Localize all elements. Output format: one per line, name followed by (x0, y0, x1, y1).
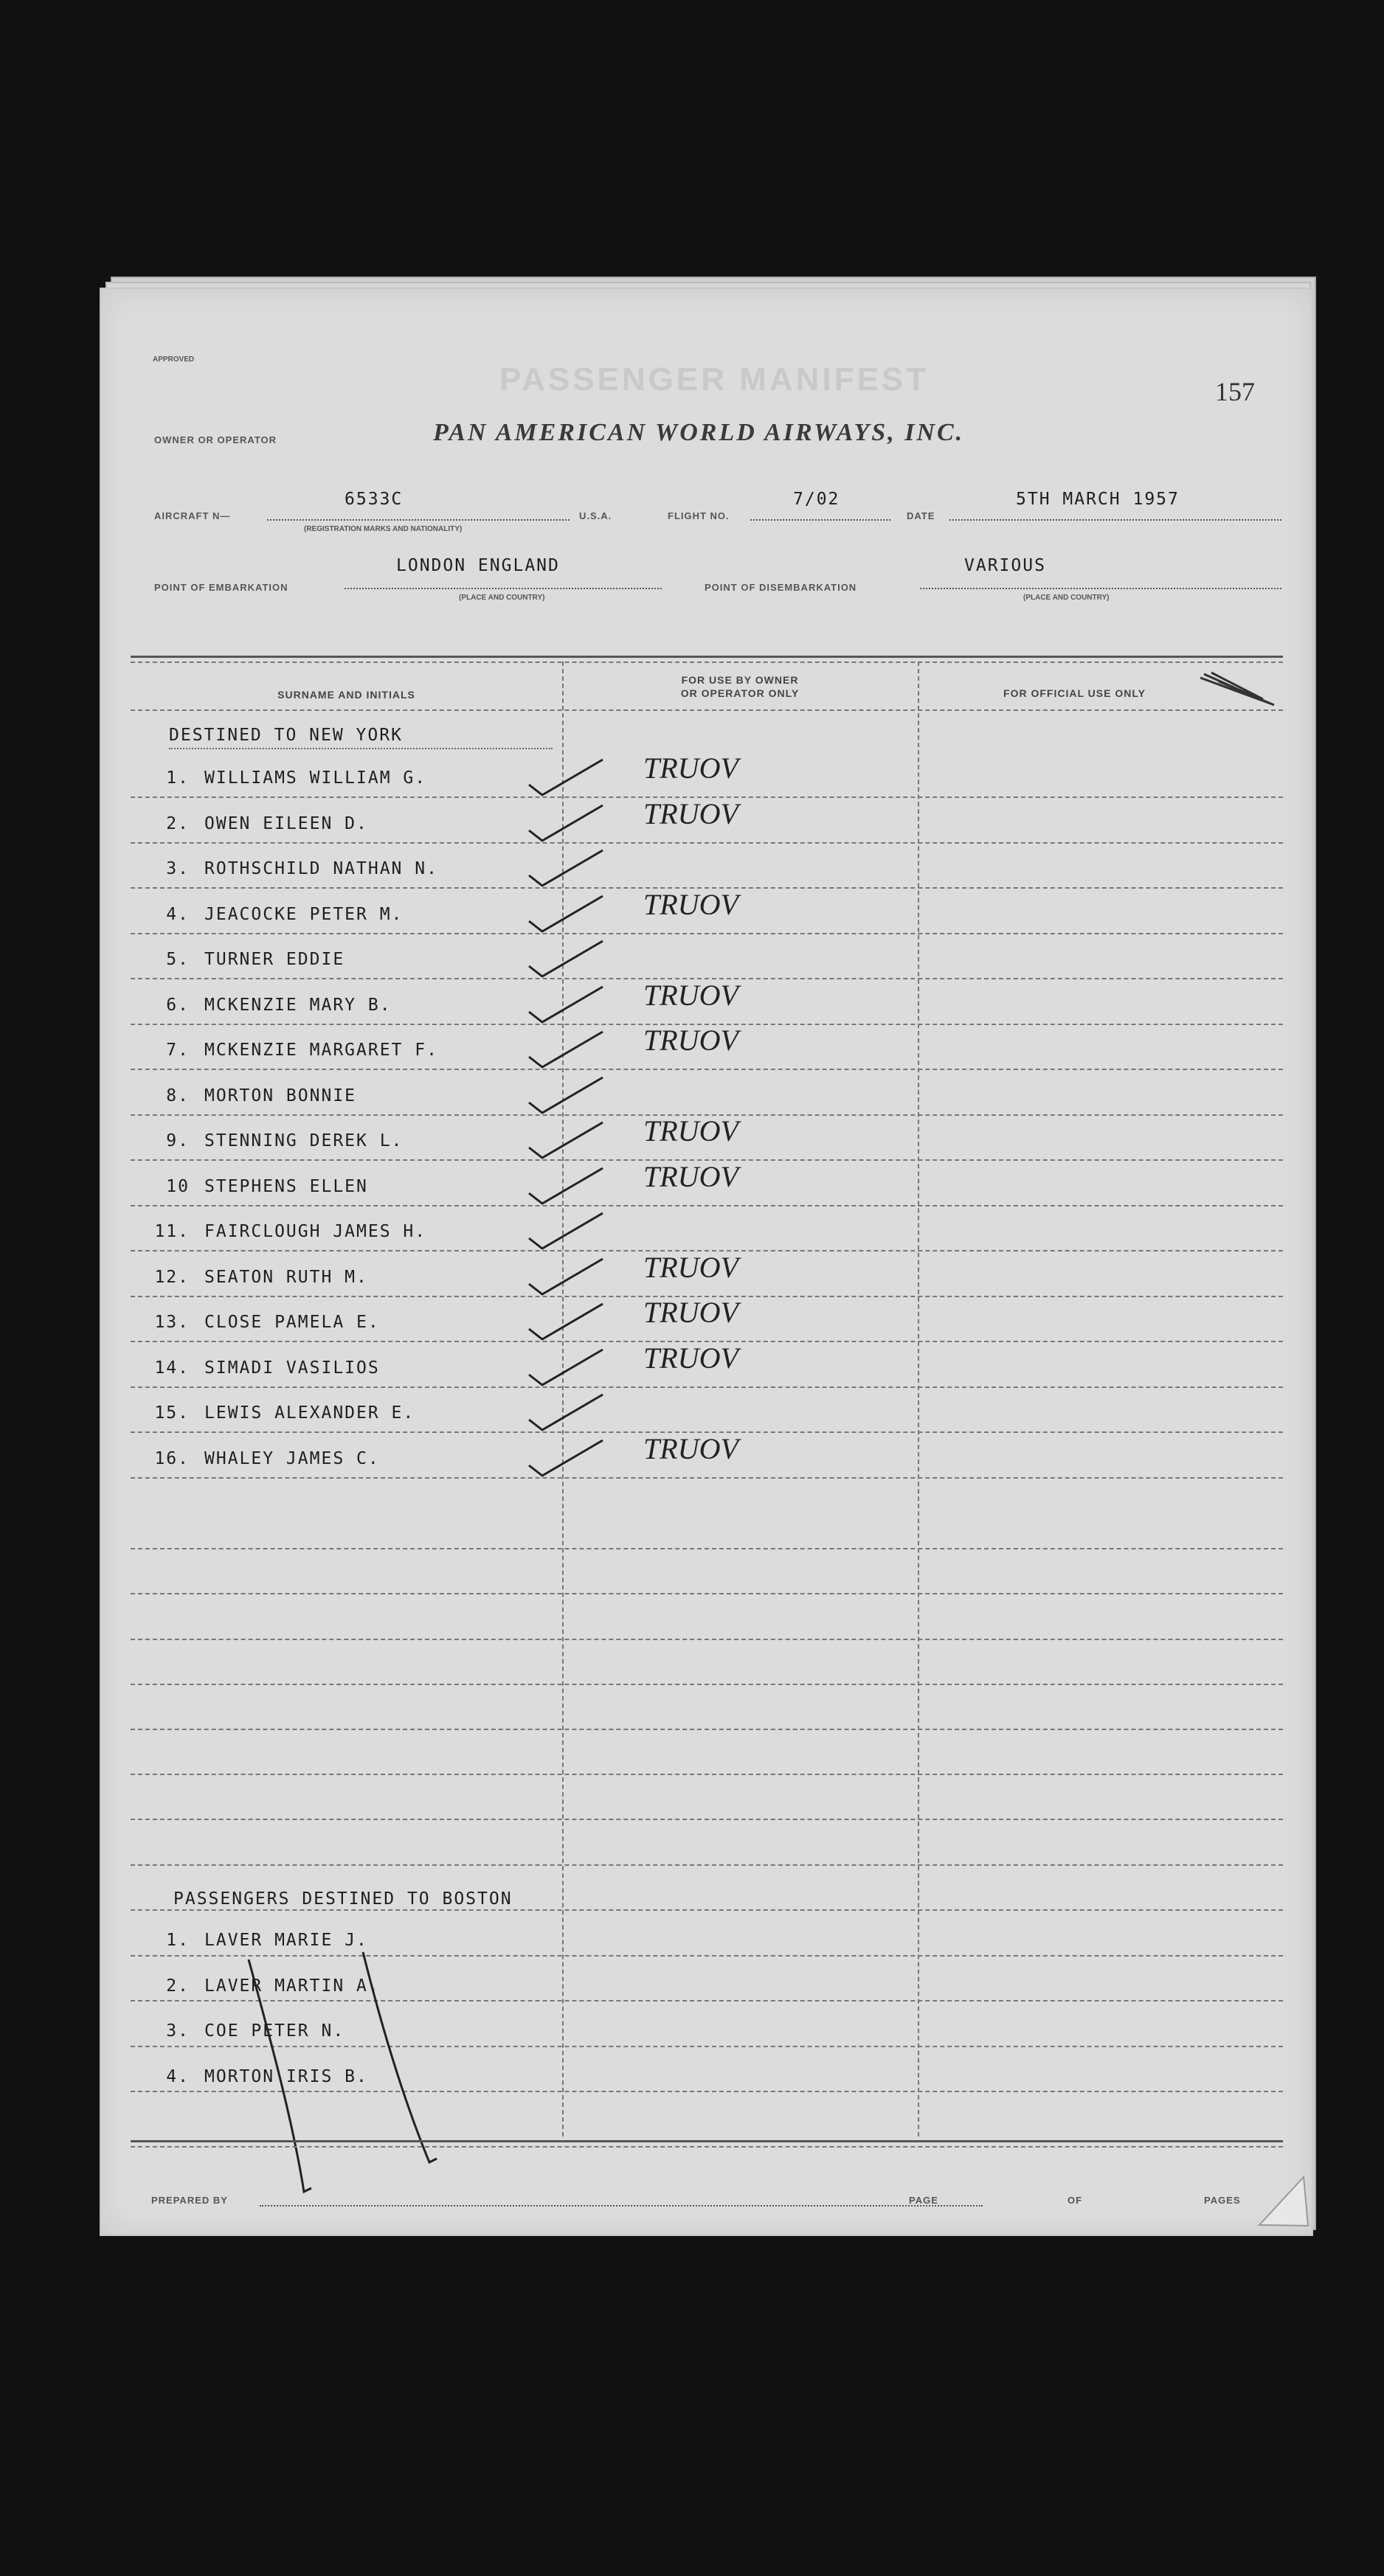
row-rule (131, 1909, 1283, 1911)
page-label: PAGE (909, 2195, 938, 2206)
date-underline (949, 519, 1281, 521)
inspector-initials: TRUOV (643, 1024, 738, 1057)
check-mark-icon (522, 1298, 610, 1342)
passenger-number: 12. (154, 1268, 190, 1287)
disembarkation-sublabel: (PLACE AND COUNTRY) (1023, 594, 1110, 602)
folded-corner-icon (1252, 2162, 1311, 2229)
column-header-owner-2: OR OPERATOR ONLY (680, 687, 800, 699)
check-mark-icon (522, 935, 610, 979)
check-mark-icon (522, 981, 610, 1025)
passenger-number: 6. (166, 996, 190, 1015)
passenger-name: SIMADI VASILIOS (204, 1358, 380, 1378)
check-mark-icon (522, 799, 610, 844)
passenger-name: JEACOCKE PETER M. (204, 905, 404, 924)
passenger-number: 13. (154, 1313, 190, 1332)
passenger-number: 10 (166, 1177, 190, 1196)
passenger-name: MORTON IRIS B. (204, 2067, 368, 2086)
group-heading-new-york: DESTINED TO NEW YORK (169, 726, 403, 745)
flight-value: 7/02 (793, 490, 840, 509)
passenger-number: 4. (166, 2067, 190, 2086)
passenger-name: TURNER EDDIE (204, 950, 345, 969)
row-rule (131, 1548, 1283, 1549)
passenger-name: LAVER MARTIN A. (204, 1976, 380, 1996)
passenger-name: SEATON RUTH M. (204, 1268, 368, 1287)
row-rule (131, 1729, 1283, 1730)
passenger-name: OWEN EILEEN D. (204, 814, 368, 833)
row-rule (131, 1386, 1283, 1388)
date-value: 5TH MARCH 1957 (1016, 490, 1180, 509)
prepared-by-label: PREPARED BY (151, 2195, 228, 2206)
row-rule (131, 1864, 1283, 1866)
usa-label: U.S.A. (579, 510, 612, 521)
row-rule (131, 1774, 1283, 1775)
embarkation-underline (345, 588, 662, 589)
operator-name: PAN AMERICAN WORLD AIRWAYS, INC. (433, 419, 965, 446)
embarkation-label: POINT OF EMBARKATION (154, 582, 288, 593)
check-mark-icon (522, 890, 610, 934)
passenger-number: 2. (166, 1976, 190, 1996)
aircraft-sublabel: (REGISTRATION MARKS AND NATIONALITY) (304, 525, 463, 533)
table-top-rule-2 (131, 662, 1283, 663)
pages-label: PAGES (1204, 2195, 1241, 2206)
passenger-number: 9. (166, 1131, 190, 1150)
passenger-name: STENNING DEREK L. (204, 1131, 404, 1150)
row-rule (131, 1593, 1283, 1594)
check-mark-icon (522, 1207, 610, 1251)
pen-scribble-icon (1197, 667, 1278, 711)
check-mark-icon (522, 844, 610, 889)
group-heading-boston: PASSENGERS DESTINED TO BOSTON (173, 1889, 513, 1909)
table-bottom-rule (131, 2140, 1283, 2142)
form-title: PASSENGER MANIFEST (499, 361, 930, 397)
aircraft-underline (267, 519, 570, 521)
table-top-rule (131, 656, 1283, 658)
passenger-name: MORTON BONNIE (204, 1086, 357, 1105)
disembarkation-value: VARIOUS (964, 556, 1046, 575)
passenger-name: COE PETER N. (204, 2021, 345, 2041)
row-rule (131, 1477, 1283, 1479)
approved-stamp: APPROVED (153, 355, 195, 364)
passenger-number: 3. (166, 859, 190, 878)
inspector-initials: TRUOV (643, 1432, 738, 1465)
inspector-initials: TRUOV (643, 751, 738, 785)
aircraft-label: AIRCRAFT N— (154, 510, 231, 521)
aircraft-value: 6533C (345, 490, 404, 509)
column-divider-2 (918, 662, 919, 2136)
disembarkation-label: POINT OF DISEMBARKATION (705, 582, 857, 593)
bracket-pen-marks (234, 1937, 448, 2203)
check-mark-icon (522, 1026, 610, 1070)
row-rule (131, 933, 1283, 934)
passenger-name: WILLIAMS WILLIAM G. (204, 768, 427, 788)
embarkation-value: LONDON ENGLAND (396, 556, 560, 575)
check-mark-icon (522, 1344, 610, 1388)
passenger-name: CLOSE PAMELA E. (204, 1313, 380, 1332)
group-heading-underline (169, 748, 553, 749)
passenger-name: MCKENZIE MARGARET F. (204, 1041, 438, 1060)
column-header-surname: SURNAME AND INITIALS (277, 689, 415, 701)
passenger-number: 15. (154, 1403, 190, 1423)
check-mark-icon (522, 754, 610, 798)
passenger-number: 11. (154, 1222, 190, 1241)
page-number: 157 (1215, 377, 1255, 406)
check-mark-icon (522, 1117, 610, 1161)
inspector-initials: TRUOV (643, 1160, 738, 1193)
inspector-initials: TRUOV (643, 1114, 738, 1148)
passenger-number: 14. (154, 1358, 190, 1378)
passenger-number: 16. (154, 1449, 190, 1468)
check-mark-icon (522, 1162, 610, 1207)
inspector-initials: TRUOV (643, 979, 738, 1012)
flight-underline (750, 519, 890, 521)
check-mark-icon (522, 1389, 610, 1433)
embarkation-sublabel: (PLACE AND COUNTRY) (459, 594, 545, 602)
passenger-number: 2. (166, 814, 190, 833)
passenger-name: FAIRCLOUGH JAMES H. (204, 1222, 427, 1241)
inspector-initials: TRUOV (643, 1341, 738, 1375)
column-header-official: FOR OFFICIAL USE ONLY (1003, 687, 1146, 699)
passenger-name: LEWIS ALEXANDER E. (204, 1403, 415, 1423)
passenger-number: 1. (166, 1931, 190, 1950)
flight-label: FLIGHT NO. (668, 510, 730, 521)
passenger-number: 8. (166, 1086, 190, 1105)
disembarkation-underline (920, 588, 1281, 589)
row-rule (131, 1069, 1283, 1070)
passenger-number: 1. (166, 768, 190, 788)
inspector-initials: TRUOV (643, 888, 738, 921)
inspector-initials: TRUOV (643, 1251, 738, 1284)
passenger-number: 3. (166, 2021, 190, 2041)
passenger-name: STEPHENS ELLEN (204, 1177, 368, 1196)
of-label: OF (1068, 2195, 1083, 2206)
row-rule (131, 1684, 1283, 1685)
passenger-name: LAVER MARIE J. (204, 1931, 368, 1950)
row-rule (131, 1205, 1283, 1207)
passenger-name: MCKENZIE MARY B. (204, 996, 392, 1015)
manifest-sheet (100, 288, 1313, 2236)
passenger-name: WHALEY JAMES C. (204, 1449, 380, 1468)
table-bottom-rule-2 (131, 2146, 1283, 2148)
passenger-number: 4. (166, 905, 190, 924)
inspector-initials: TRUOV (643, 1296, 738, 1329)
prepared-by-underline (260, 2205, 983, 2207)
passenger-name: ROTHSCHILD NATHAN N. (204, 859, 438, 878)
check-mark-icon (522, 1253, 610, 1297)
passenger-number: 7. (166, 1041, 190, 1060)
row-rule (131, 1639, 1283, 1640)
date-label: DATE (907, 510, 935, 521)
header-rule (131, 709, 1283, 711)
inspector-initials: TRUOV (643, 797, 738, 830)
check-mark-icon (522, 1434, 610, 1479)
check-mark-icon (522, 1072, 610, 1116)
row-rule (131, 1819, 1283, 1820)
passenger-number: 5. (166, 950, 190, 969)
column-header-owner-1: FOR USE BY OWNER (681, 674, 799, 686)
row-rule (131, 842, 1283, 844)
owner-label: OWNER OR OPERATOR (154, 434, 277, 445)
